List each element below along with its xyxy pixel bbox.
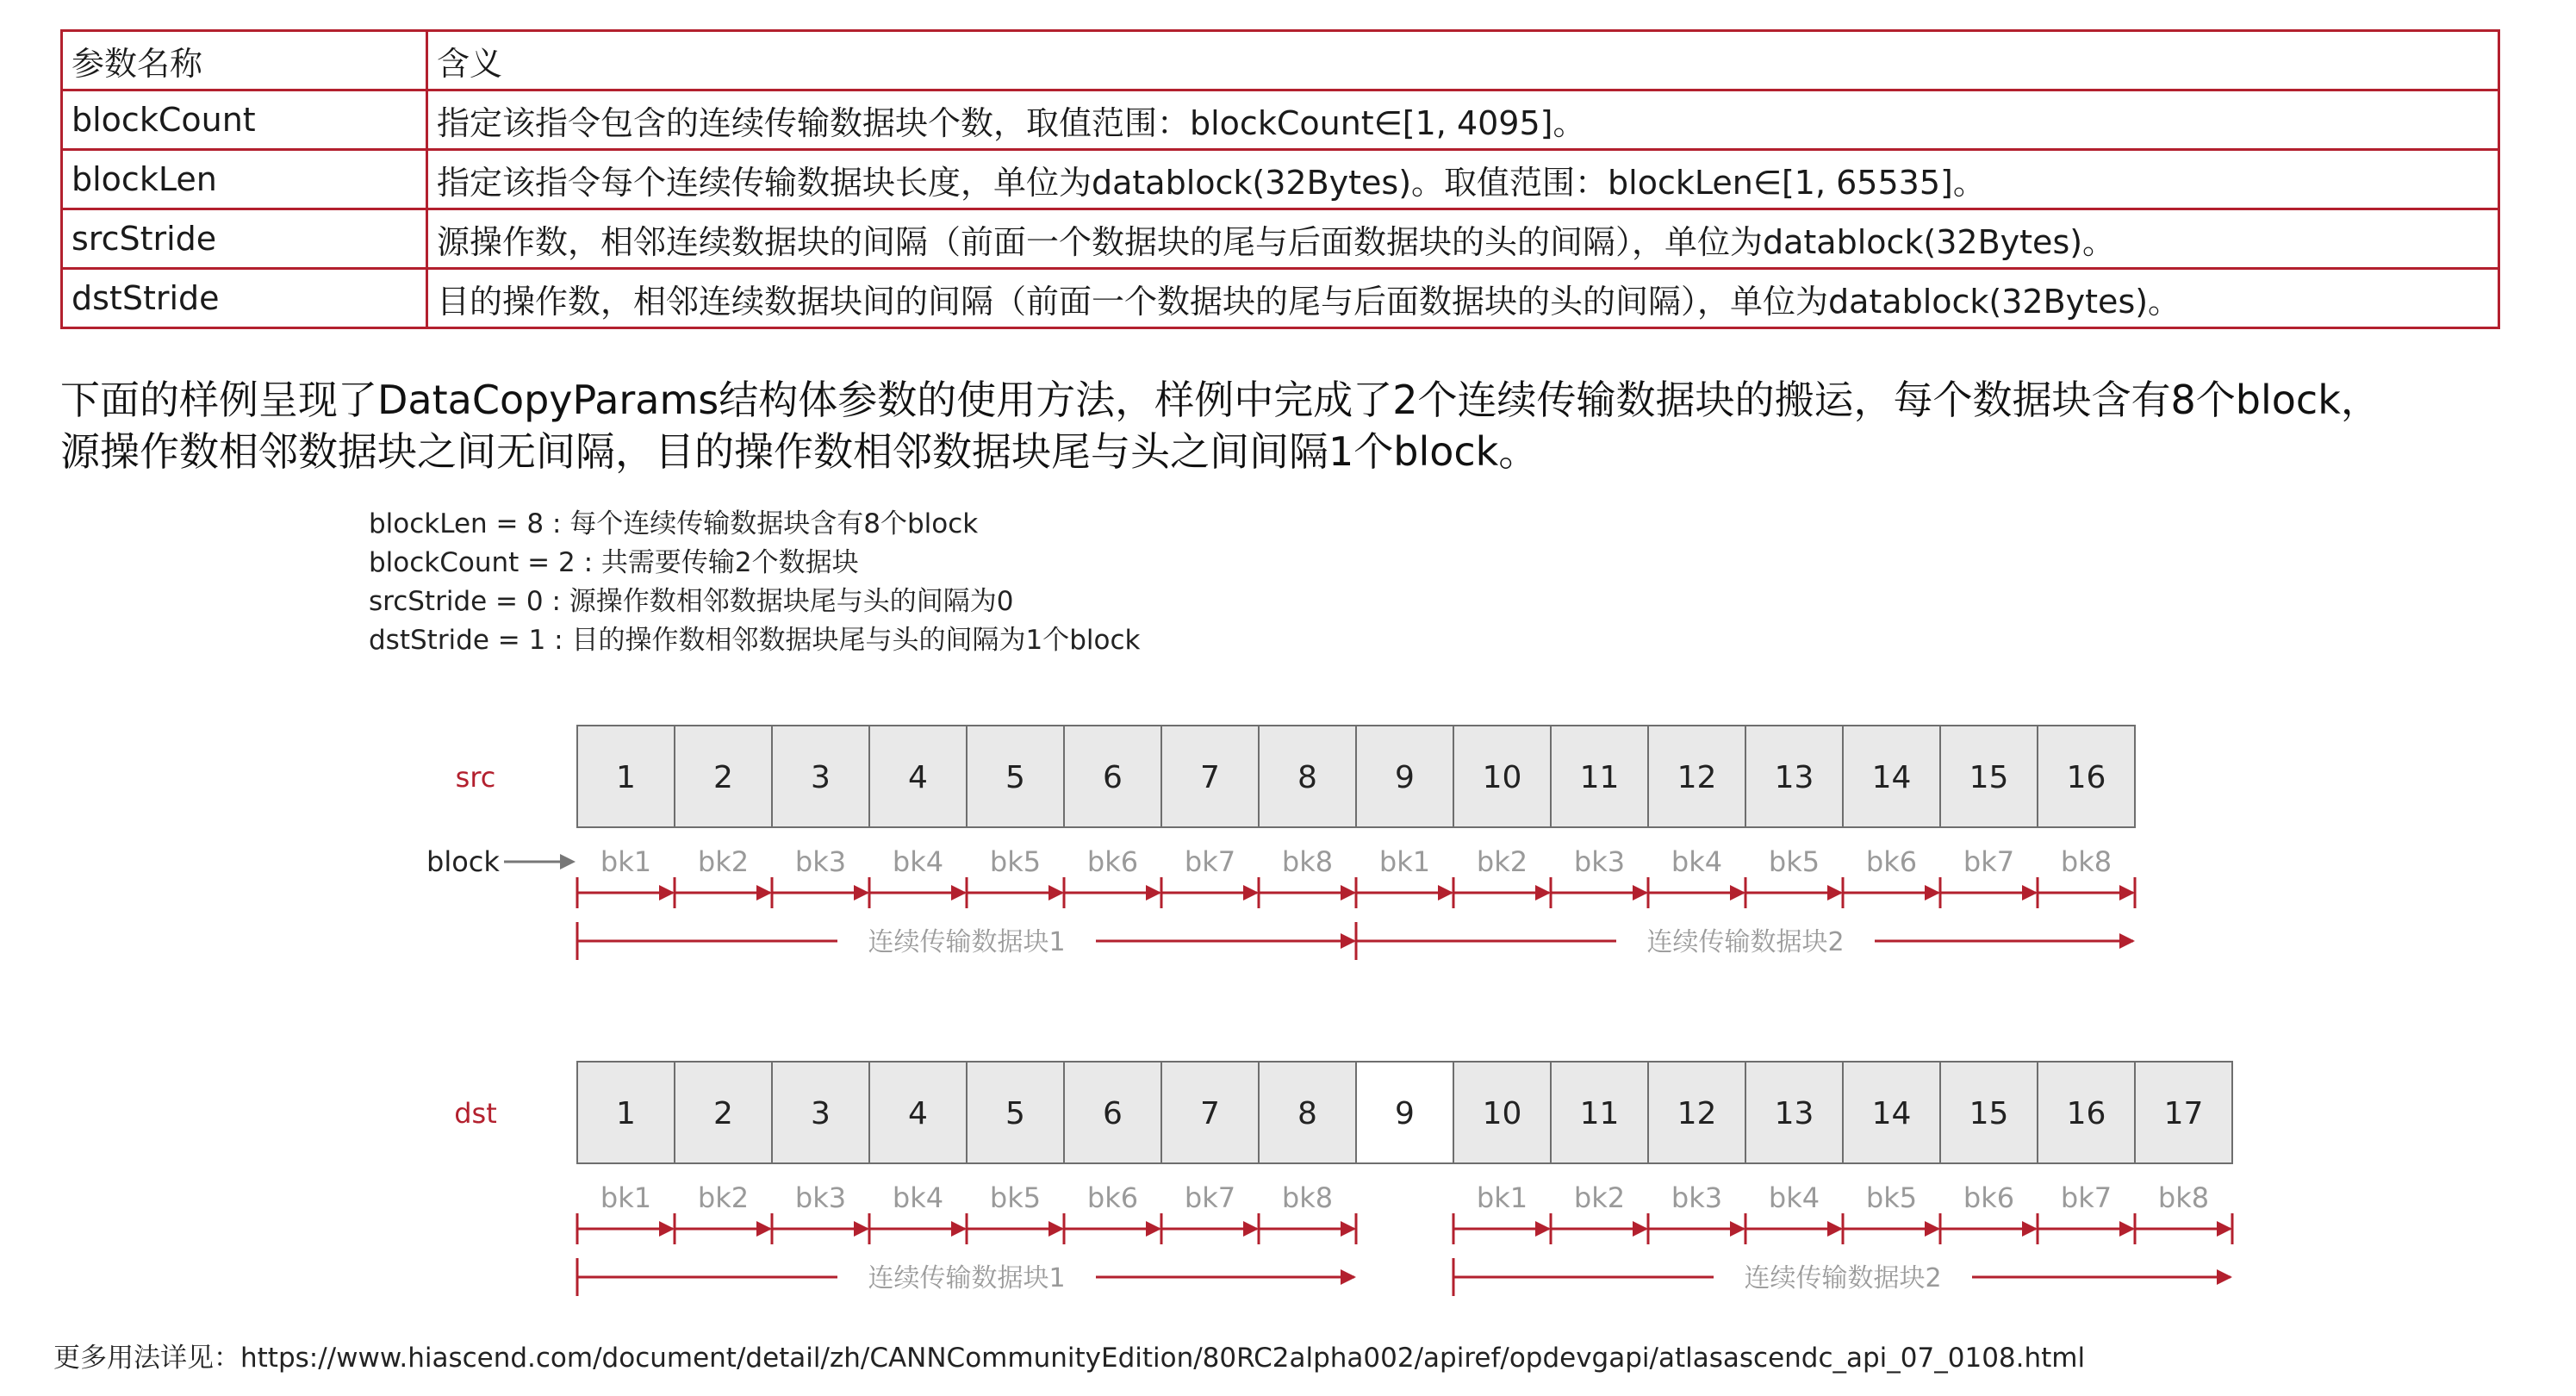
block-pointer: [426, 845, 576, 878]
note-block-count: blockCount = 2 : 共需要传输2个数据块: [369, 547, 859, 578]
dst-block-arrow: [2217, 1221, 2232, 1237]
dst-cell-number: 9: [1395, 1096, 1415, 1131]
src-cell-number: 3: [811, 760, 831, 795]
dst-bk-label: bk7: [2060, 1181, 2112, 1214]
param-desc: 源操作数，相邻连续数据块的间隔（前面一个数据块的尾与后面数据块的头的间隔），单位为datablock(32Bytes)。: [427, 209, 2499, 269]
src-cell-number: 12: [1677, 760, 1717, 795]
param-desc: 指定该指令每个连续传输数据块长度，单位为datablock(32Bytes)。取值范围：blockLen∈[1, 65535]。: [427, 150, 2499, 209]
dst-bk-label: bk2: [1573, 1181, 1626, 1214]
dst-block-arrow: [1146, 1221, 1161, 1237]
src-bk-label: bk3: [794, 845, 847, 878]
note-block-len: blockLen = 8 : 每个连续传输数据块含有8个block: [369, 508, 979, 539]
dst-cell-number: 4: [908, 1096, 928, 1131]
dst-cell-number: 14: [1871, 1096, 1912, 1131]
dst-cell-number: 8: [1297, 1096, 1317, 1131]
dst-chunk-arrow: [2217, 1269, 2232, 1285]
note-dst-stride: dstStride = 1 : 目的操作数相邻数据块尾与头的间隔为1个block: [369, 625, 1141, 656]
src-cell-number: 16: [2066, 760, 2106, 795]
src-cell-number: 11: [1579, 760, 1620, 795]
dst-cell-number: 10: [1482, 1096, 1522, 1131]
dst-chunk-label: 连续传输数据块1: [868, 1263, 1066, 1293]
dst-cell-number: 15: [1969, 1096, 2009, 1131]
src-block-arrow: [1633, 885, 1648, 901]
src-block-arrow: [1925, 885, 1940, 901]
dst-bk-label: bk8: [1281, 1181, 1334, 1214]
dst-block-arrow: [756, 1221, 772, 1237]
src-cell-number: 9: [1395, 760, 1415, 795]
src-row: [456, 726, 2135, 960]
dst-chunk-label: 连续传输数据块2: [1744, 1263, 1942, 1293]
block-pointer-arrowhead: [560, 854, 576, 869]
dst-cell-number: 5: [1005, 1096, 1025, 1131]
src-bk-label: bk4: [892, 845, 944, 878]
param-name: blockLen: [62, 150, 427, 209]
src-chunk-arrow: [1341, 933, 1356, 949]
src-bk-label: bk6: [1086, 845, 1139, 878]
src-bk-label: bk7: [1184, 845, 1236, 878]
dst-cell-number: 11: [1579, 1096, 1620, 1131]
intro-line-1: 下面的样例呈现了DataCopyParams结构体参数的使用方法，样例中完成了2个连续传输数据块的搬运，每个数据块含有8个block，: [60, 377, 2380, 423]
src-cell-number: 6: [1103, 760, 1123, 795]
dst-bk-label: bk8: [2157, 1181, 2210, 1214]
param-name: dstStride: [62, 269, 427, 328]
dst-cell-number: 12: [1677, 1096, 1717, 1131]
src-bk-label: bk5: [989, 845, 1042, 878]
dst-block-arrow: [1243, 1221, 1259, 1237]
dst-bk-label: bk1: [1476, 1181, 1528, 1214]
src-cell-number: 13: [1774, 760, 1814, 795]
dst-block-arrow: [1048, 1221, 1064, 1237]
src-bk-label: bk1: [1378, 845, 1431, 878]
src-bk-label: bk1: [600, 845, 652, 878]
src-cell-number: 8: [1297, 760, 1317, 795]
dst-block-arrow: [1827, 1221, 1843, 1237]
param-name: srcStride: [62, 209, 427, 269]
dst-bk-label: bk7: [1184, 1181, 1236, 1214]
dst-bk-label: bk3: [1671, 1181, 1723, 1214]
param-desc: 指定该指令包含的连续传输数据块个数，取值范围：blockCount∈[1, 4095]。: [427, 90, 2499, 150]
src-cell-number: 2: [713, 760, 733, 795]
src-bk-label: bk4: [1671, 845, 1723, 878]
dst-cell-number: 7: [1200, 1096, 1220, 1131]
src-bk-label: bk2: [1476, 845, 1528, 878]
src-bk-label: bk2: [697, 845, 750, 878]
src-block-arrow: [1341, 885, 1356, 901]
src-bk-label: bk8: [1281, 845, 1334, 878]
dst-label: dst: [454, 1097, 497, 1130]
src-block-arrow: [1827, 885, 1843, 901]
param-name: blockCount: [62, 90, 427, 150]
src-cell-number: 1: [616, 760, 636, 795]
src-block-arrow: [1438, 885, 1453, 901]
footer-link-text: 更多用法详见：https://www.hiascend.com/document/detail/zh/CANNCommunityEdition/80RC2alpha002/apiref/opdevgapi/atlasascendc_api_07_0108.html: [53, 1343, 2086, 1374]
dst-bk-label: bk1: [600, 1181, 652, 1214]
src-block-arrow: [1535, 885, 1551, 901]
dst-cell-number: 17: [2163, 1096, 2204, 1131]
block-label: block: [426, 845, 500, 878]
dst-cell-number: 6: [1103, 1096, 1123, 1131]
dst-bk-label: bk2: [697, 1181, 750, 1214]
src-cell-number: 14: [1871, 760, 1912, 795]
src-block-arrow: [1243, 885, 1259, 901]
src-label: src: [455, 761, 496, 794]
note-src-stride: srcStride = 0 : 源操作数相邻数据块尾与头的间隔为0: [369, 586, 1014, 617]
src-chunk-label: 连续传输数据块1: [868, 927, 1066, 957]
header-meaning: 含义: [427, 31, 2499, 90]
dst-bk-label: bk5: [1865, 1181, 1918, 1214]
intro-line-2: 源操作数相邻数据块之间无间隔，目的操作数相邻数据块尾与头之间间隔1个block。: [60, 428, 1539, 475]
dst-block-arrow: [951, 1221, 967, 1237]
dst-bk-label: bk4: [892, 1181, 944, 1214]
dst-bk-label: bk5: [989, 1181, 1042, 1214]
dst-block-arrow: [2119, 1221, 2135, 1237]
param-desc: 目的操作数，相邻连续数据块间的间隔（前面一个数据块的尾与后面数据块的头的间隔），单位为datablock(32Bytes)。: [427, 269, 2499, 328]
src-bk-label: bk3: [1573, 845, 1626, 878]
src-cell-number: 15: [1969, 760, 2009, 795]
header-param-name: 参数名称: [62, 31, 427, 90]
src-block-arrow: [659, 885, 675, 901]
src-bk-label: bk7: [1963, 845, 2015, 878]
dst-bk-label: bk4: [1768, 1181, 1820, 1214]
dst-bk-label: bk6: [1086, 1181, 1139, 1214]
dst-block-arrow: [1633, 1221, 1648, 1237]
dst-block-arrow: [659, 1221, 675, 1237]
src-cell-number: 7: [1200, 760, 1220, 795]
src-block-arrow: [756, 885, 772, 901]
dst-block-arrow: [1341, 1221, 1356, 1237]
src-chunk-arrow: [2119, 933, 2135, 949]
src-block-arrow: [1730, 885, 1745, 901]
dst-block-arrow: [854, 1221, 869, 1237]
dst-bk-label: bk6: [1963, 1181, 2015, 1214]
dst-chunk-arrow: [1341, 1269, 1356, 1285]
dst-bk-label: bk3: [794, 1181, 847, 1214]
src-cell-number: 4: [908, 760, 928, 795]
src-cell-number: 10: [1482, 760, 1522, 795]
dst-cell-number: 3: [811, 1096, 831, 1131]
src-bk-label: bk8: [2060, 845, 2112, 878]
dst-block-arrow: [2022, 1221, 2038, 1237]
src-cell-number: 5: [1005, 760, 1025, 795]
src-bk-label: bk5: [1768, 845, 1820, 878]
src-bk-label: bk6: [1865, 845, 1918, 878]
dst-row: [454, 1062, 2232, 1296]
dst-block-arrow: [1730, 1221, 1745, 1237]
dst-cell-number: 16: [2066, 1096, 2106, 1131]
dst-cell-number: 1: [616, 1096, 636, 1131]
dst-cell-number: 13: [1774, 1096, 1814, 1131]
src-block-arrow: [951, 885, 967, 901]
src-block-arrow: [2022, 885, 2038, 901]
src-block-arrow: [2119, 885, 2135, 901]
dst-block-arrow: [1535, 1221, 1551, 1237]
src-block-arrow: [854, 885, 869, 901]
src-block-arrow: [1146, 885, 1161, 901]
src-chunk-label: 连续传输数据块2: [1646, 927, 1845, 957]
src-block-arrow: [1048, 885, 1064, 901]
dst-cell-number: 2: [713, 1096, 733, 1131]
dst-block-arrow: [1925, 1221, 1940, 1237]
